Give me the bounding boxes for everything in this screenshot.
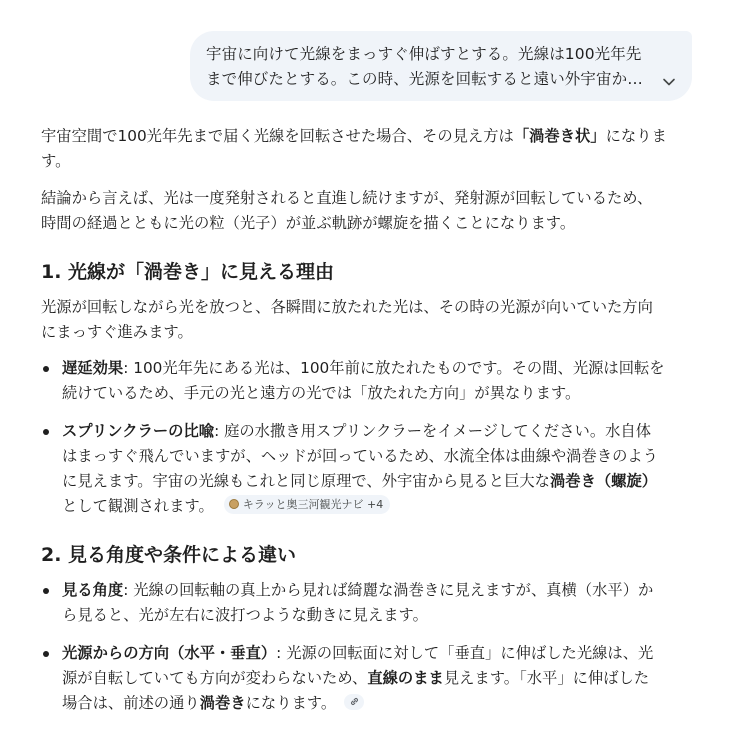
bullet-text: として観測されます。 — [62, 497, 214, 515]
bullet-text: 場合は、前述の通り — [62, 694, 200, 712]
bullet-dot — [43, 588, 49, 594]
bullet-term: 遅延効果 — [62, 359, 124, 377]
bullet-text: になります。 — [245, 694, 337, 712]
list-item — [41, 356, 697, 406]
bullet-bold-text: 渦巻き — [199, 694, 246, 712]
model-response — [41, 121, 697, 716]
intro-paragraph-1 — [41, 124, 697, 174]
bullet-text: : 光源の回転面に対して「垂直」に伸ばした光線は、光 — [276, 644, 654, 662]
bullet-text: はまっすぐ飛んでいますが、ヘッドが回っているため、水流全体は曲線や渦巻きのよう — [62, 447, 658, 465]
section1-paragraph — [41, 295, 697, 345]
bullet-term: スプリンクラーの比喩 — [62, 422, 215, 440]
bullet-dot — [43, 429, 49, 435]
chevron-down-icon[interactable] — [660, 73, 678, 91]
intro1-text: 宇宙空間で100光年先まで届く光線を回転させた場合、その見え方は — [41, 127, 514, 145]
user-prompt-line-2: まで伸びたとする。この時、光源を回転すると遠い外宇宙か… — [206, 70, 643, 88]
bullet-text: : 庭の水撒き用スプリンクラーをイメージしてください。水自体 — [214, 422, 652, 440]
section1-list — [41, 356, 697, 519]
bullet-text: に見えます。宇宙の光線もこれと同じ原理で、外宇宙から見ると巨大な — [62, 472, 550, 490]
section1-para-line2: にまっすぐ進みます。 — [41, 323, 193, 341]
user-prompt-line-1: 宇宙に向けて光線をまっすぐ伸ばすとする。光線は100光年先 — [206, 45, 642, 63]
section1-heading: 1. 光線が「渦巻き」に見える理由 — [41, 261, 335, 283]
link-icon — [349, 696, 360, 707]
intro2-line1: 結論から言えば、光は一度発射されると直進し続けますが、発射源が回転しているため、 — [41, 189, 653, 207]
list-item — [41, 641, 697, 716]
intro1-text-post: になりま — [605, 127, 667, 145]
list-item — [41, 578, 697, 628]
intro1-line2: す。 — [41, 152, 71, 170]
bullet-dot — [43, 366, 49, 372]
bullet-text: : 100光年先にある光は、100年前に放たれたものです。その間、光源は回転を — [123, 359, 665, 377]
bullet-text: : 光線の回転軸の真上から見れば綺麗な渦巻きに見えますが、真横（水平）か — [123, 581, 654, 599]
bullet-bold-text: 直線のまま — [367, 669, 444, 687]
section2-list — [41, 578, 697, 716]
bullet-text: 源が自転していても方向が変わらないため、 — [62, 669, 368, 687]
intro-paragraph-2 — [41, 186, 697, 236]
section1-para-line1: 光源が回転しながら光を放つと、各瞬間に放たれた光は、その時の光源が向いていた方向 — [41, 298, 653, 316]
intro2-line2: 時間の経過とともに光の粒（光子）が並ぶ軌跡が螺旋を描くことになります。 — [41, 214, 576, 232]
bullet-term: 見る角度 — [62, 581, 124, 599]
source-favicon-icon — [229, 499, 239, 509]
bullet-text: ら見ると、光が左右に波打つような動きに見えます。 — [62, 606, 428, 624]
bullet-text: 見えます。「水平」に伸ばした — [443, 669, 650, 687]
user-prompt-bubble — [190, 31, 692, 101]
bullet-text: 続けているため、手元の光と遠方の光では「放たれた方向」が異なります。 — [62, 384, 581, 402]
source-chip[interactable] — [224, 495, 391, 514]
list-item — [41, 419, 697, 519]
bullet-term: 光源からの方向（水平・垂直） — [62, 644, 277, 662]
section2-heading: 2. 見る角度や条件による違い — [41, 544, 297, 566]
bullet-bold-text: 渦巻き（螺旋） — [549, 472, 658, 490]
source-chip-label: キラッと奥三河観光ナビ +4 — [242, 497, 384, 511]
intro1-bold: 「渦巻き状」 — [513, 127, 606, 145]
link-chip[interactable] — [344, 694, 364, 710]
bullet-dot — [43, 651, 49, 657]
